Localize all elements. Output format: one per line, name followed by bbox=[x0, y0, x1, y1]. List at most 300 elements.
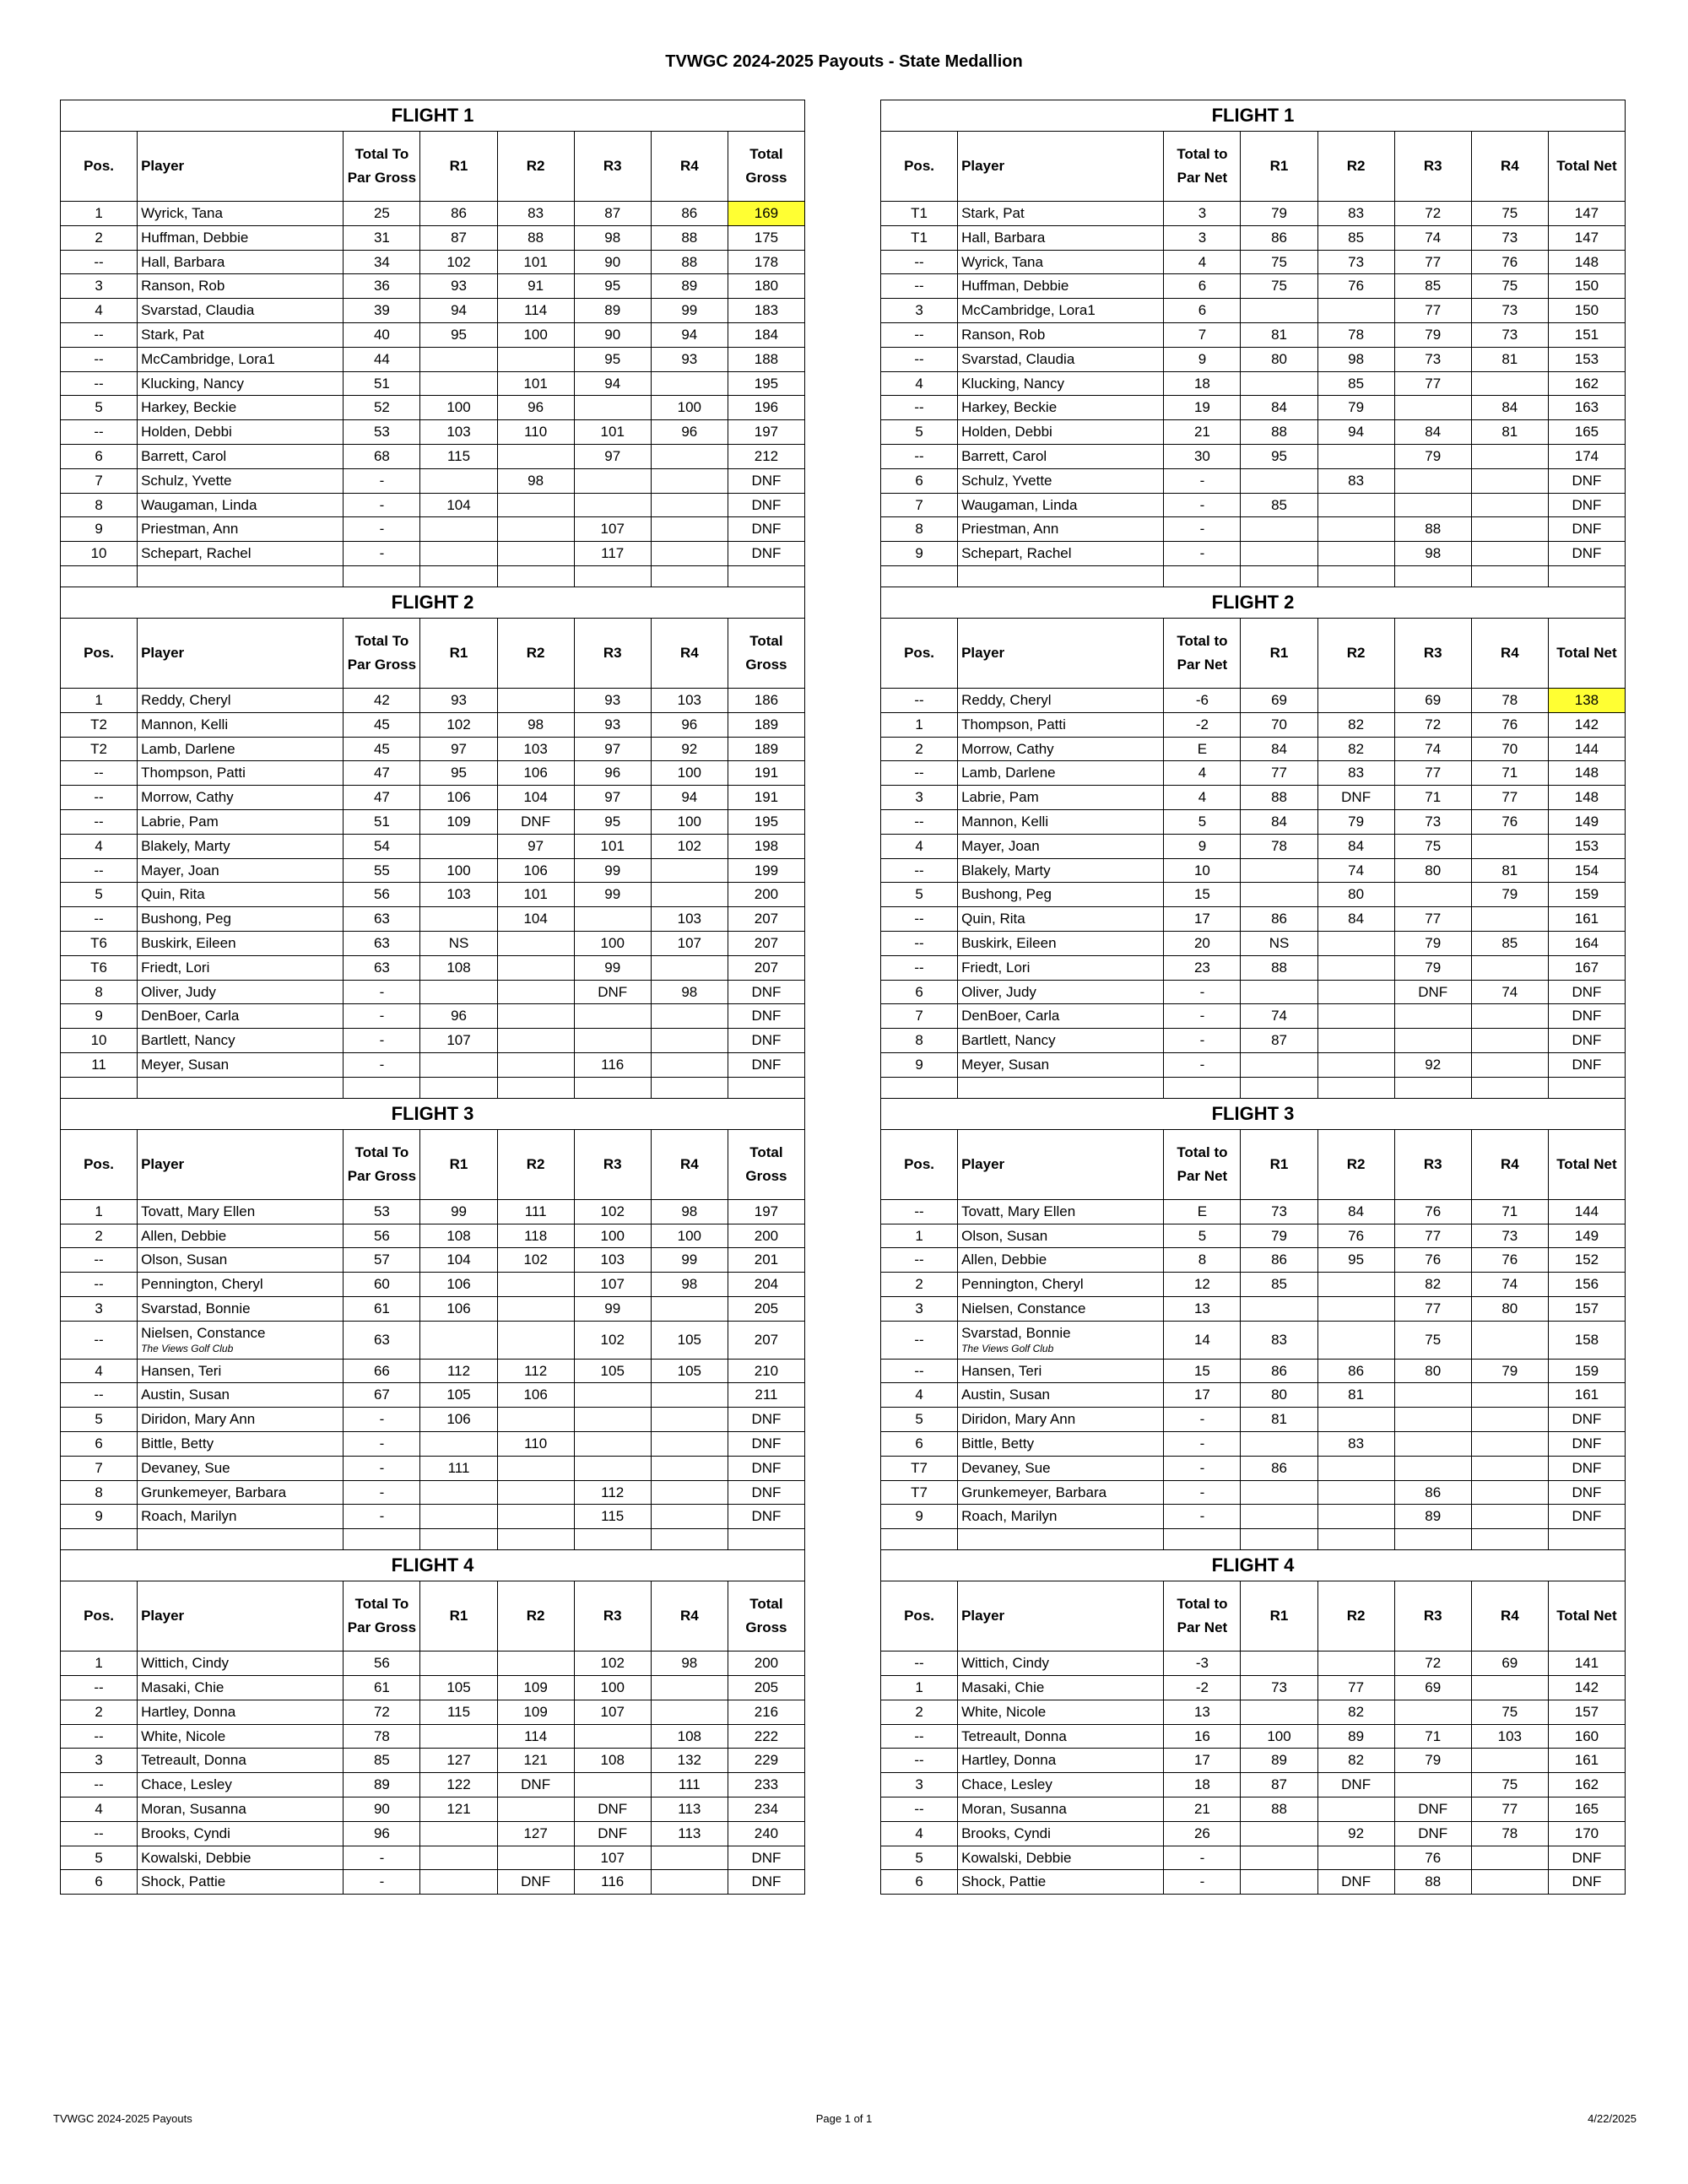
pos-cell: -- bbox=[61, 809, 138, 834]
to-par-cell: - bbox=[1164, 1846, 1241, 1870]
pos-cell: 5 bbox=[881, 1408, 958, 1432]
r2-cell: 82 bbox=[1317, 1700, 1394, 1724]
column-header-player: Player bbox=[138, 1129, 344, 1199]
to-par-cell: 63 bbox=[344, 955, 420, 980]
r3-cell: 116 bbox=[574, 1052, 651, 1077]
total-cell: 161 bbox=[1548, 1749, 1625, 1773]
r1-cell: 84 bbox=[1241, 396, 1317, 420]
r1-cell: 102 bbox=[420, 250, 497, 274]
pos-cell: -- bbox=[881, 907, 958, 932]
player-cell: Hartley, Donna bbox=[958, 1749, 1164, 1773]
pos-cell: 10 bbox=[61, 1029, 138, 1053]
pos-cell: 1 bbox=[881, 712, 958, 737]
column-header-total: Total Gross bbox=[728, 1581, 804, 1652]
r2-cell: 89 bbox=[1317, 1724, 1394, 1749]
r2-cell bbox=[497, 1408, 574, 1432]
player-cell: Austin, Susan bbox=[138, 1383, 344, 1408]
column-header-player: Player bbox=[958, 132, 1164, 202]
r2-cell bbox=[497, 1029, 574, 1053]
table-row bbox=[61, 883, 805, 907]
player-cell: Pennington, Cheryl bbox=[138, 1273, 344, 1297]
to-par-cell: 4 bbox=[1164, 786, 1241, 810]
r3-cell: 95 bbox=[574, 274, 651, 299]
r3-cell: 102 bbox=[574, 1321, 651, 1359]
pos-cell: -- bbox=[61, 858, 138, 883]
player-cell: Grunkemeyer, Barbara bbox=[138, 1480, 344, 1505]
to-par-cell: 6 bbox=[1164, 274, 1241, 299]
table-row bbox=[61, 396, 805, 420]
total-cell: 189 bbox=[728, 737, 804, 761]
total-cell: 222 bbox=[728, 1724, 804, 1749]
player-cell: Pennington, Cheryl bbox=[958, 1273, 1164, 1297]
r4-cell: 113 bbox=[651, 1821, 728, 1846]
player-cell: Hall, Barbara bbox=[138, 250, 344, 274]
to-par-cell: 53 bbox=[344, 1199, 420, 1224]
player-cell: Bushong, Peg bbox=[138, 907, 344, 932]
r3-cell: DNF bbox=[574, 1821, 651, 1846]
r3-cell: 100 bbox=[574, 1676, 651, 1700]
total-cell: 162 bbox=[1548, 371, 1625, 396]
pos-cell: 6 bbox=[61, 1432, 138, 1457]
to-par-cell: - bbox=[344, 1870, 420, 1895]
r1-cell: 88 bbox=[1241, 955, 1317, 980]
r2-cell bbox=[1317, 980, 1394, 1004]
table-row bbox=[881, 737, 1626, 761]
pos-cell: -- bbox=[61, 1248, 138, 1273]
pos-cell: 5 bbox=[881, 1846, 958, 1870]
r3-cell: 117 bbox=[574, 542, 651, 566]
r1-cell: 69 bbox=[1241, 688, 1317, 712]
table-row bbox=[881, 980, 1626, 1004]
r2-cell: 127 bbox=[497, 1821, 574, 1846]
pos-cell: 6 bbox=[881, 980, 958, 1004]
r1-cell: NS bbox=[420, 931, 497, 955]
r4-cell: 76 bbox=[1471, 1248, 1548, 1273]
empty-cell bbox=[651, 1529, 728, 1550]
player-cell: Morrow, Cathy bbox=[138, 786, 344, 810]
r1-cell: 87 bbox=[420, 225, 497, 250]
player-cell: Bartlett, Nancy bbox=[138, 1029, 344, 1053]
r1-cell: 95 bbox=[420, 322, 497, 347]
r2-cell: 82 bbox=[1317, 1749, 1394, 1773]
r1-cell: 86 bbox=[1241, 1359, 1317, 1383]
r4-cell: 76 bbox=[1471, 809, 1548, 834]
r3-cell: 77 bbox=[1394, 761, 1471, 786]
player-cell bbox=[958, 1321, 1164, 1359]
to-par-cell: 52 bbox=[344, 396, 420, 420]
r3-cell bbox=[574, 1773, 651, 1797]
r2-cell: 114 bbox=[497, 299, 574, 323]
r2-cell: DNF bbox=[1317, 1773, 1394, 1797]
pos-cell: 1 bbox=[61, 1652, 138, 1676]
r4-cell: 99 bbox=[651, 1248, 728, 1273]
total-cell: 141 bbox=[1548, 1652, 1625, 1676]
r4-cell: 78 bbox=[1471, 1821, 1548, 1846]
r2-cell bbox=[497, 1052, 574, 1077]
to-par-cell: 20 bbox=[1164, 931, 1241, 955]
empty-cell bbox=[881, 1077, 958, 1098]
to-par-cell: - bbox=[344, 1432, 420, 1457]
column-header-r2: R2 bbox=[497, 132, 574, 202]
total-cell: 184 bbox=[728, 322, 804, 347]
r4-cell bbox=[1471, 1052, 1548, 1077]
r4-cell bbox=[1471, 1456, 1548, 1480]
pos-cell: 1 bbox=[61, 202, 138, 226]
column-header-r4: R4 bbox=[1471, 618, 1548, 688]
empty-cell bbox=[1317, 565, 1394, 587]
r4-cell bbox=[651, 444, 728, 468]
pos-cell: -- bbox=[881, 1652, 958, 1676]
r4-cell bbox=[1471, 907, 1548, 932]
r3-cell bbox=[1394, 1029, 1471, 1053]
to-par-cell: 47 bbox=[344, 761, 420, 786]
to-par-cell: 44 bbox=[344, 347, 420, 371]
empty-cell bbox=[138, 1077, 344, 1098]
pos-cell: -- bbox=[881, 1359, 958, 1383]
player-cell: Barrett, Carol bbox=[958, 444, 1164, 468]
r1-cell: 88 bbox=[1241, 420, 1317, 445]
column-header-r2: R2 bbox=[1317, 132, 1394, 202]
r2-cell bbox=[1317, 299, 1394, 323]
r2-cell bbox=[497, 493, 574, 517]
table-row bbox=[61, 1273, 805, 1297]
total-cell: DNF bbox=[728, 1846, 804, 1870]
r3-cell bbox=[1394, 1408, 1471, 1432]
r4-cell bbox=[1471, 1480, 1548, 1505]
player-cell: Diridon, Mary Ann bbox=[138, 1408, 344, 1432]
r1-cell: 108 bbox=[420, 1224, 497, 1248]
r4-cell: 98 bbox=[651, 980, 728, 1004]
total-cell: 161 bbox=[1548, 1383, 1625, 1408]
total-cell: 183 bbox=[728, 299, 804, 323]
r4-cell bbox=[651, 1296, 728, 1321]
to-par-cell: 30 bbox=[1164, 444, 1241, 468]
r2-cell bbox=[1317, 1408, 1394, 1432]
r3-cell bbox=[574, 1432, 651, 1457]
to-par-cell: 23 bbox=[1164, 955, 1241, 980]
column-header-total: Total Net bbox=[1548, 1129, 1625, 1199]
pos-cell: 2 bbox=[61, 1700, 138, 1724]
to-par-cell: 45 bbox=[344, 737, 420, 761]
total-cell: 207 bbox=[728, 931, 804, 955]
r1-cell: 108 bbox=[420, 955, 497, 980]
r1-cell bbox=[420, 371, 497, 396]
total-cell: 210 bbox=[728, 1359, 804, 1383]
column-header-r2: R2 bbox=[497, 1581, 574, 1652]
table-row bbox=[881, 420, 1626, 445]
gross-table bbox=[60, 100, 805, 1895]
total-cell: 191 bbox=[728, 761, 804, 786]
r4-cell: 78 bbox=[1471, 688, 1548, 712]
pos-cell: T7 bbox=[881, 1456, 958, 1480]
r3-cell: 69 bbox=[1394, 688, 1471, 712]
total-cell: 207 bbox=[728, 1321, 804, 1359]
pos-cell: 4 bbox=[61, 299, 138, 323]
r2-cell bbox=[1317, 931, 1394, 955]
r4-cell: 88 bbox=[651, 250, 728, 274]
to-par-cell: 53 bbox=[344, 420, 420, 445]
to-par-cell: -3 bbox=[1164, 1652, 1241, 1676]
r3-cell: 80 bbox=[1394, 1359, 1471, 1383]
r2-cell: 101 bbox=[497, 371, 574, 396]
r3-cell: 99 bbox=[574, 1296, 651, 1321]
table-row bbox=[881, 1700, 1626, 1724]
r1-cell bbox=[420, 468, 497, 493]
to-par-cell: - bbox=[1164, 1870, 1241, 1895]
r4-cell: 79 bbox=[1471, 1359, 1548, 1383]
pos-cell: 4 bbox=[61, 834, 138, 858]
empty-cell bbox=[1394, 1529, 1471, 1550]
r4-cell bbox=[651, 1029, 728, 1053]
flight-title-row bbox=[881, 100, 1626, 132]
r1-cell: 79 bbox=[1241, 202, 1317, 226]
table-row bbox=[881, 907, 1626, 932]
empty-cell bbox=[420, 1529, 497, 1550]
to-par-cell: 45 bbox=[344, 712, 420, 737]
total-cell: DNF bbox=[728, 1408, 804, 1432]
empty-cell bbox=[728, 1077, 804, 1098]
player-cell: Brooks, Cyndi bbox=[138, 1821, 344, 1846]
r4-cell bbox=[1471, 444, 1548, 468]
player-cell: Kowalski, Debbie bbox=[138, 1846, 344, 1870]
empty-cell bbox=[574, 1077, 651, 1098]
total-cell: DNF bbox=[728, 980, 804, 1004]
to-par-cell: 34 bbox=[344, 250, 420, 274]
r1-cell: 115 bbox=[420, 1700, 497, 1724]
r1-cell bbox=[420, 980, 497, 1004]
r1-cell: 75 bbox=[1241, 250, 1317, 274]
column-header-r1: R1 bbox=[420, 1581, 497, 1652]
pos-cell: -- bbox=[881, 322, 958, 347]
column-header-r4: R4 bbox=[1471, 1129, 1548, 1199]
pos-cell: 4 bbox=[61, 1797, 138, 1822]
r2-cell bbox=[497, 444, 574, 468]
column-header-pos: Pos. bbox=[61, 618, 138, 688]
r2-cell bbox=[497, 1004, 574, 1029]
player-cell: Hall, Barbara bbox=[958, 225, 1164, 250]
pos-cell: T2 bbox=[61, 737, 138, 761]
to-par-cell: 17 bbox=[1164, 1383, 1241, 1408]
r3-cell bbox=[574, 907, 651, 932]
r1-cell: 84 bbox=[1241, 809, 1317, 834]
total-cell: 147 bbox=[1548, 225, 1625, 250]
to-par-cell: - bbox=[344, 1456, 420, 1480]
table-row bbox=[881, 1652, 1626, 1676]
table-row bbox=[881, 202, 1626, 226]
to-par-cell: 12 bbox=[1164, 1273, 1241, 1297]
pos-cell: 3 bbox=[61, 274, 138, 299]
r4-cell: 76 bbox=[1471, 712, 1548, 737]
to-par-cell: 78 bbox=[344, 1724, 420, 1749]
r4-cell bbox=[651, 1676, 728, 1700]
player-name: Nielsen, Constance bbox=[141, 1324, 266, 1341]
player-cell: Schepart, Rachel bbox=[138, 542, 344, 566]
total-cell: 180 bbox=[728, 274, 804, 299]
r2-cell: 109 bbox=[497, 1676, 574, 1700]
total-cell: DNF bbox=[728, 493, 804, 517]
total-cell: 149 bbox=[1548, 1224, 1625, 1248]
empty-cell bbox=[574, 1529, 651, 1550]
r4-cell bbox=[1471, 1432, 1548, 1457]
pos-cell: 4 bbox=[881, 1821, 958, 1846]
r4-cell bbox=[651, 955, 728, 980]
total-cell: 165 bbox=[1548, 1797, 1625, 1822]
column-header-r1: R1 bbox=[1241, 618, 1317, 688]
r1-cell bbox=[420, 834, 497, 858]
player-cell: Mayer, Joan bbox=[958, 834, 1164, 858]
r2-cell bbox=[497, 1273, 574, 1297]
table-row bbox=[61, 1773, 805, 1797]
r4-cell: 99 bbox=[651, 299, 728, 323]
player-cell: Tetreault, Donna bbox=[138, 1749, 344, 1773]
column-header-row bbox=[881, 618, 1626, 688]
player-cell: Nielsen, Constance bbox=[958, 1296, 1164, 1321]
r1-cell: 86 bbox=[420, 202, 497, 226]
table-row bbox=[61, 1408, 805, 1432]
total-cell: 178 bbox=[728, 250, 804, 274]
player-cell: Tovatt, Mary Ellen bbox=[958, 1199, 1164, 1224]
player-cell: Harkey, Beckie bbox=[138, 396, 344, 420]
player-cell: Shock, Pattie bbox=[958, 1870, 1164, 1895]
pos-cell: -- bbox=[881, 858, 958, 883]
table-row bbox=[881, 225, 1626, 250]
r1-cell: 80 bbox=[1241, 347, 1317, 371]
to-par-cell: - bbox=[344, 542, 420, 566]
to-par-cell: 9 bbox=[1164, 347, 1241, 371]
r3-cell: 107 bbox=[574, 1273, 651, 1297]
r3-cell: 107 bbox=[574, 1846, 651, 1870]
table-row bbox=[881, 1456, 1626, 1480]
r2-cell: 83 bbox=[497, 202, 574, 226]
empty-cell bbox=[61, 565, 138, 587]
total-cell: 199 bbox=[728, 858, 804, 883]
empty-cell bbox=[958, 565, 1164, 587]
r1-cell: 83 bbox=[1241, 1321, 1317, 1359]
to-par-cell: - bbox=[1164, 1505, 1241, 1529]
r1-cell: 102 bbox=[420, 712, 497, 737]
r2-cell: 110 bbox=[497, 420, 574, 445]
table-row bbox=[881, 347, 1626, 371]
r4-cell: 76 bbox=[1471, 250, 1548, 274]
total-cell: 186 bbox=[728, 688, 804, 712]
r1-cell: 95 bbox=[1241, 444, 1317, 468]
to-par-cell: 61 bbox=[344, 1676, 420, 1700]
r4-cell bbox=[651, 1700, 728, 1724]
r3-cell: 101 bbox=[574, 834, 651, 858]
r2-cell bbox=[497, 1296, 574, 1321]
document-title: TVWGC 2024-2025 Payouts - State Medallion bbox=[665, 52, 1023, 71]
r4-cell: 108 bbox=[651, 1724, 728, 1749]
to-par-cell: - bbox=[1164, 1408, 1241, 1432]
net-table bbox=[880, 100, 1626, 1895]
r2-cell bbox=[497, 931, 574, 955]
r2-cell bbox=[1317, 1480, 1394, 1505]
to-par-cell: 96 bbox=[344, 1821, 420, 1846]
to-par-cell: 7 bbox=[1164, 322, 1241, 347]
to-par-cell: 31 bbox=[344, 225, 420, 250]
r1-cell: 106 bbox=[420, 1296, 497, 1321]
r2-cell: DNF bbox=[497, 1773, 574, 1797]
r1-cell bbox=[420, 542, 497, 566]
r2-cell: 103 bbox=[497, 737, 574, 761]
r3-cell bbox=[1394, 493, 1471, 517]
total-cell: DNF bbox=[728, 542, 804, 566]
to-par-cell: 21 bbox=[1164, 420, 1241, 445]
table-row bbox=[881, 517, 1626, 542]
pos-cell: 4 bbox=[61, 1359, 138, 1383]
r4-cell: 100 bbox=[651, 396, 728, 420]
player-cell: Roach, Marilyn bbox=[958, 1505, 1164, 1529]
player-cell: McCambridge, Lora1 bbox=[958, 299, 1164, 323]
r2-cell: 82 bbox=[1317, 737, 1394, 761]
r4-cell: 73 bbox=[1471, 1224, 1548, 1248]
to-par-cell: E bbox=[1164, 737, 1241, 761]
pos-cell: T6 bbox=[61, 931, 138, 955]
flight-title: FLIGHT 2 bbox=[881, 587, 1626, 618]
to-par-cell: - bbox=[1164, 1480, 1241, 1505]
r4-cell bbox=[651, 517, 728, 542]
player-cell: Blakely, Marty bbox=[138, 834, 344, 858]
r4-cell: 88 bbox=[651, 225, 728, 250]
total-cell: 204 bbox=[728, 1273, 804, 1297]
to-par-cell: 5 bbox=[1164, 809, 1241, 834]
r2-cell bbox=[1317, 444, 1394, 468]
total-cell: 200 bbox=[728, 1652, 804, 1676]
r3-cell: 86 bbox=[1394, 1480, 1471, 1505]
r3-cell bbox=[574, 1724, 651, 1749]
table-row bbox=[61, 420, 805, 445]
footer-left-text: TVWGC 2024-2025 Payouts bbox=[53, 2112, 192, 2125]
column-header-pos: Pos. bbox=[881, 1129, 958, 1199]
pos-cell: 2 bbox=[881, 1273, 958, 1297]
empty-cell bbox=[958, 1077, 1164, 1098]
table-row bbox=[61, 1846, 805, 1870]
to-par-cell: 3 bbox=[1164, 202, 1241, 226]
r3-cell: 98 bbox=[574, 225, 651, 250]
player-cell: Austin, Susan bbox=[958, 1383, 1164, 1408]
empty-cell bbox=[61, 1529, 138, 1550]
table-row bbox=[61, 955, 805, 980]
player-cell: DenBoer, Carla bbox=[138, 1004, 344, 1029]
r3-cell bbox=[574, 493, 651, 517]
pos-cell: -- bbox=[881, 444, 958, 468]
player-cell: Tovatt, Mary Ellen bbox=[138, 1199, 344, 1224]
r1-cell: 73 bbox=[1241, 1676, 1317, 1700]
r2-cell: 79 bbox=[1317, 809, 1394, 834]
player-cell: DenBoer, Carla bbox=[958, 1004, 1164, 1029]
total-cell: 188 bbox=[728, 347, 804, 371]
player-cell: Svarstad, Bonnie bbox=[138, 1296, 344, 1321]
r3-cell: 88 bbox=[1394, 1870, 1471, 1895]
flight-title-row bbox=[61, 587, 805, 618]
table-row bbox=[61, 786, 805, 810]
pos-cell: 5 bbox=[61, 1408, 138, 1432]
r2-cell: 77 bbox=[1317, 1676, 1394, 1700]
r3-cell: 95 bbox=[574, 809, 651, 834]
to-par-cell: 16 bbox=[1164, 1724, 1241, 1749]
pos-cell: 2 bbox=[881, 737, 958, 761]
table-row bbox=[881, 688, 1626, 712]
column-header-r4: R4 bbox=[651, 1129, 728, 1199]
r2-cell bbox=[1317, 517, 1394, 542]
empty-cell bbox=[1164, 1077, 1241, 1098]
flight-title-row bbox=[881, 587, 1626, 618]
total-cell: 207 bbox=[728, 907, 804, 932]
r1-cell: 93 bbox=[420, 274, 497, 299]
total-cell: 150 bbox=[1548, 274, 1625, 299]
r3-cell: 75 bbox=[1394, 1321, 1471, 1359]
r2-cell: 83 bbox=[1317, 468, 1394, 493]
